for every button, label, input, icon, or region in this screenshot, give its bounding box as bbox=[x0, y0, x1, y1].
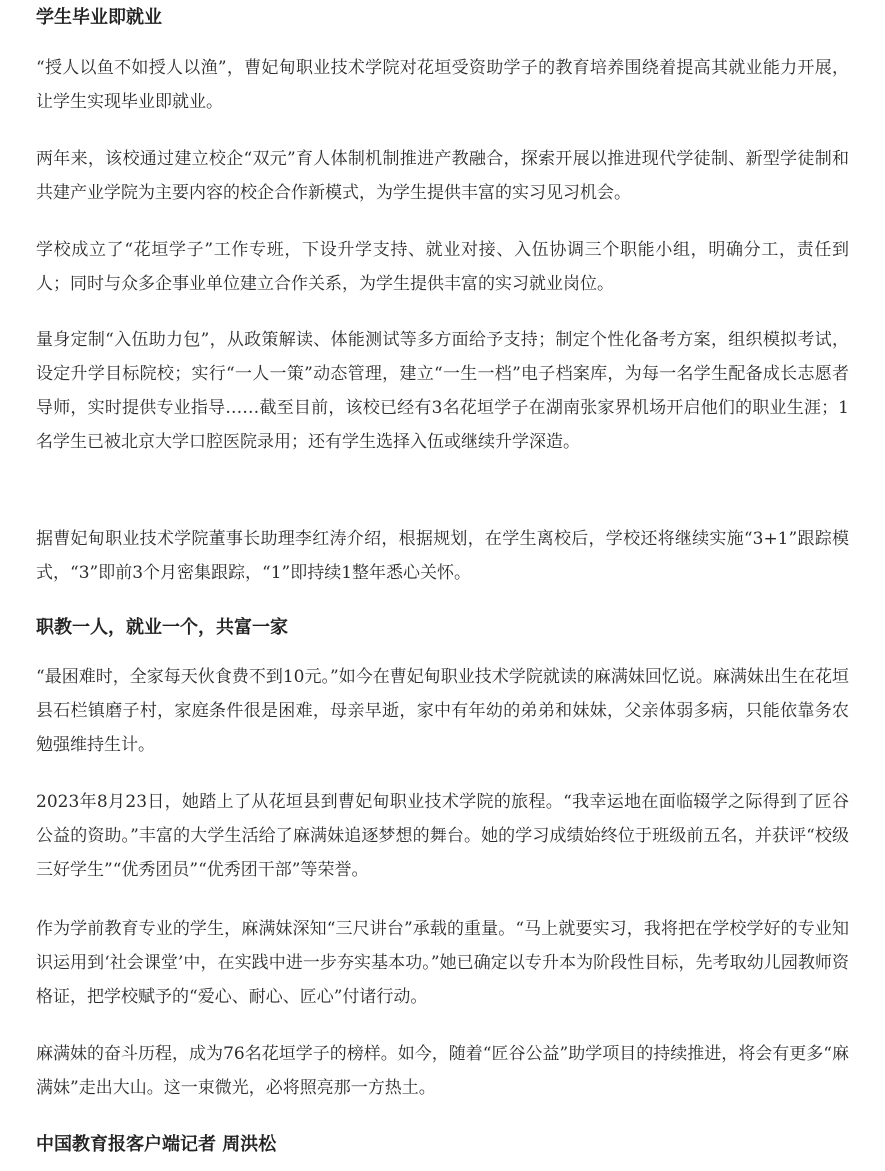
paragraph-2-1: “最困难时，全家每天伙食费不到10元。”如今在曹妃甸职业技术学院就读的麻满妹回忆说。麻满妹出生在花垣县石栏镇磨子村，家庭条件很是困难，母亲早逝，家中有年幼的弟弟和妹妹，父亲体弱多病，只能依靠务农勉强维持生计。 bbox=[36, 667, 849, 755]
section-heading-2: 职教一人，就业一个，共富一家 bbox=[36, 617, 288, 638]
paragraph-1-3: 学校成立了“花垣学子”工作专班，下设升学支持、就业对接、入伍协调三个职能小组，明确分工，责任到人；同时与众多企事业单位建立合作关系，为学生提供丰富的实习就业岗位。 bbox=[36, 240, 849, 294]
paragraph-1-1: “授人以鱼不如授人以渔”，曹妃甸职业技术学院对花垣受资助学子的教育培养围绕着提高其就业能力开展，让学生实现毕业即就业。 bbox=[36, 58, 849, 112]
byline: 中国教育报客户端记者 周洪松 bbox=[36, 1134, 277, 1155]
section-heading-1: 学生毕业即就业 bbox=[36, 7, 162, 28]
paragraph-2-4: 麻满妹的奋斗历程，成为76名花垣学子的榜样。如今，随着“匠谷公益”助学项目的持续推进，将会有更多“麻满妹”走出大山。这一束微光，必将照亮那一方热土。 bbox=[36, 1044, 849, 1098]
paragraph-2-2: 2023年8月23日，她踏上了从花垣县到曹妃甸职业技术学院的旅程。“我幸运地在面临辍学之际得到了匠谷公益的资助。”丰富的大学生活给了麻满妹追逐梦想的舞台。她的学习成绩始终位于班级前五名，并获评“校级三好学生”“优秀团员”“优秀团干部”等荣誉。 bbox=[36, 792, 849, 880]
paragraph-2-3: 作为学前教育专业的学生，麻满妹深知“三尺讲台”承载的重量。“马上就要实习，我将把在学校学好的专业知识运用到‘社会课堂’中，在实践中进一步夯实基本功。”她已确定以专升本为阶段性目标，先考取幼儿园教师资格证，把学校赋予的“爱心、耐心、匠心”付诸行动。 bbox=[36, 919, 849, 1007]
paragraph-1-5: 据曹妃甸职业技术学院董事长助理李红涛介绍，根据规划，在学生离校后，学校还将继续实施“3+1”跟踪模式，“3”即前3个月密集跟踪，“1”即持续1整年悉心关怀。 bbox=[36, 529, 849, 583]
paragraph-1-2: 两年来，该校通过建立校企“双元”育人体制机制推进产教融合，探索开展以推进现代学徒制、新型学徒制和共建产业学院为主要内容的校企合作新模式，为学生提供丰富的实习见习机会。 bbox=[36, 149, 849, 203]
paragraph-1-4: 量身定制“入伍助力包”，从政策解读、体能测试等多方面给予支持；制定个性化备考方案，组织模拟考试，设定升学目标院校；实行“一人一策”动态管理，建立“一生一档”电子档案库，为每一名学生配备成长志愿者导师，实时提供专业指导……截至目前，该校已经有3名花垣学子在湖南张家界机场开启他们的职业生涯；1名学生已被北京大学口腔医院录用；还有学生选择入伍或继续升学深造。 bbox=[36, 330, 849, 452]
